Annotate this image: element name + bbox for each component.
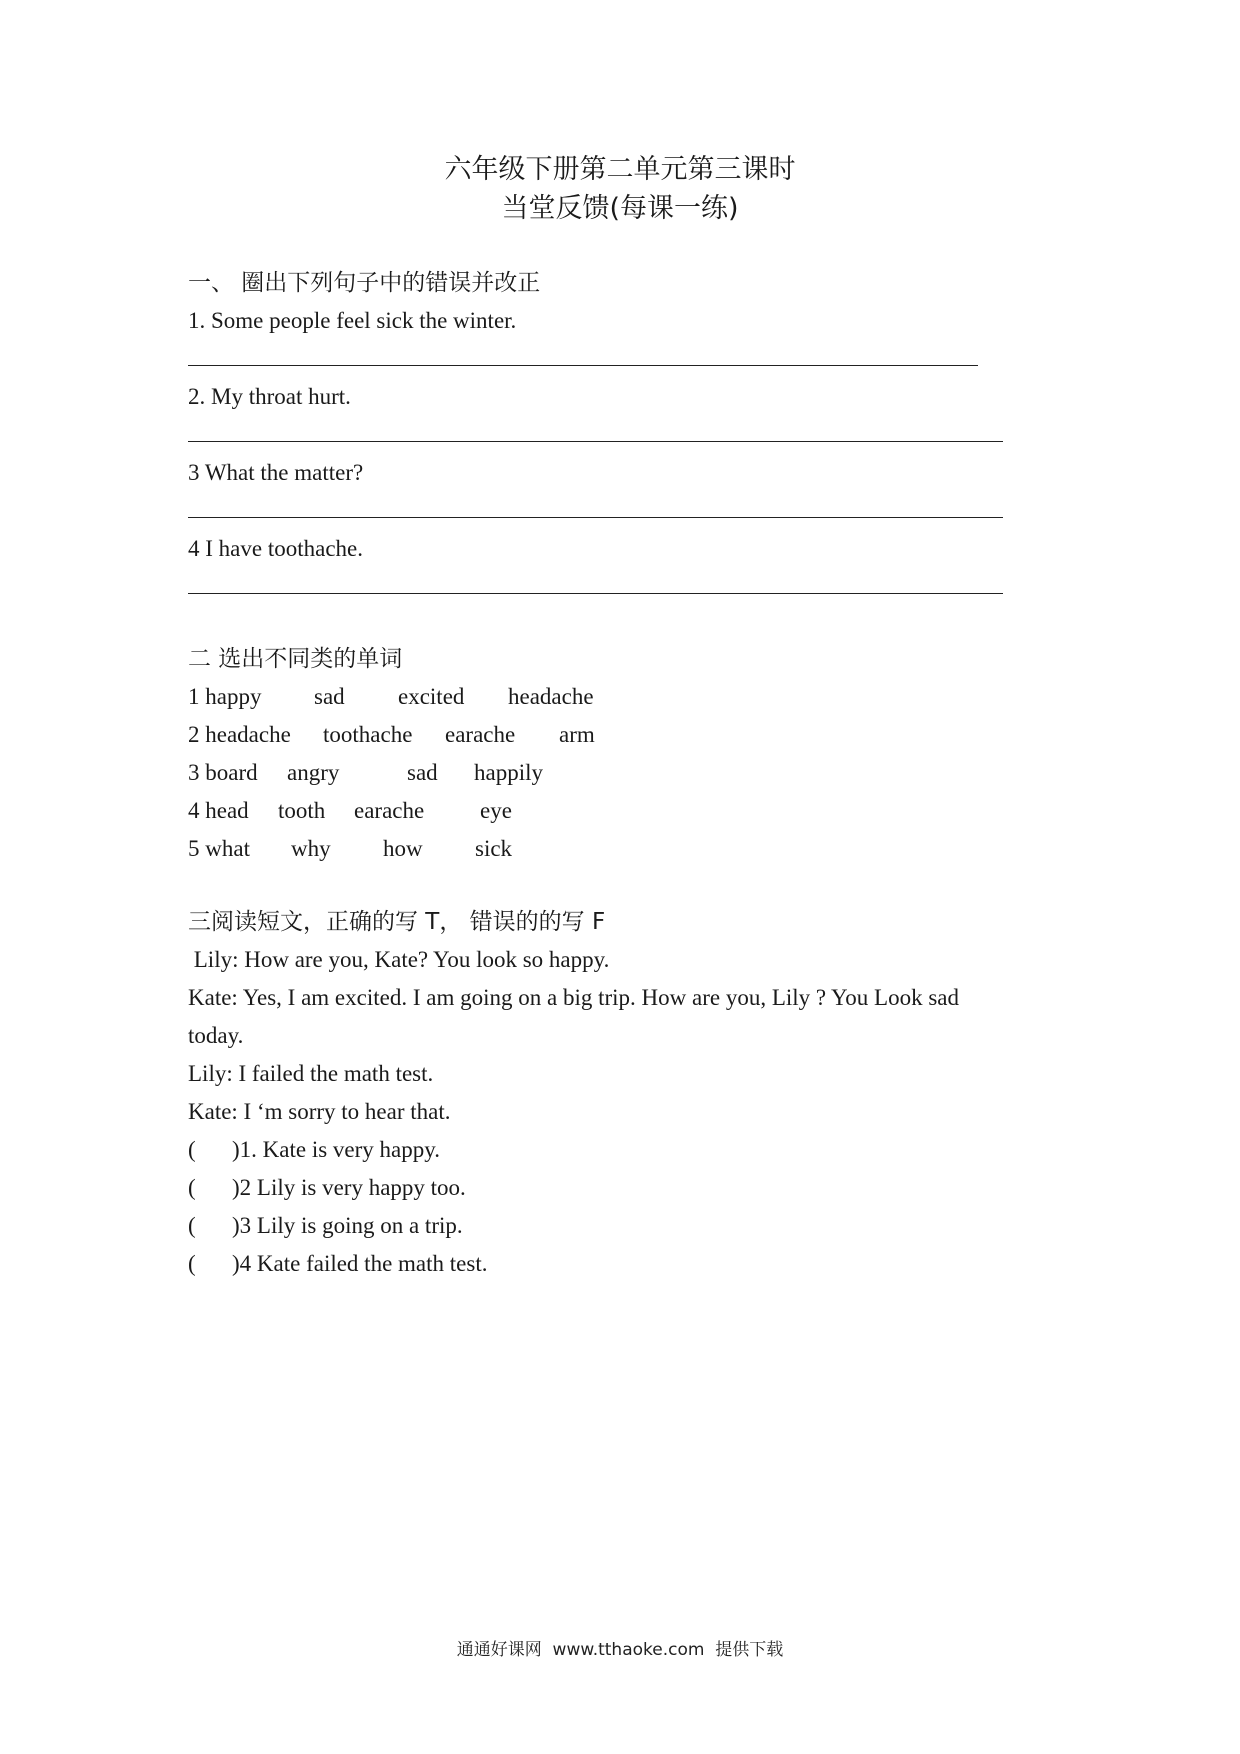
word: how [383,836,423,861]
section-odd-one-out [188,640,1048,868]
sentence-1: 1. Some people feel sick the winter. [188,308,517,333]
dialogue-line: Lily: How are you, Kate? You look so happy. [188,947,610,972]
question-text: )1. Kate is very happy. [232,1137,440,1162]
tf-question [188,1245,1048,1283]
word: 3 board [188,760,258,785]
answer-line-3 [188,492,1048,530]
word-row [188,830,1048,868]
sentence-4: 4 I have toothache. [188,536,363,561]
word: excited [398,684,465,709]
word: angry [287,760,340,785]
word: sad [314,684,345,709]
word: earache [354,798,425,823]
word: tooth [278,798,326,823]
answer-paren: ( [188,1213,196,1238]
word: earache [445,722,516,747]
section1-heading: 一、 圈出下列句子中的错误并改正 [188,270,541,296]
worksheet-subtitle: 当堂反馈(每课一练) [501,193,739,224]
word: sad [407,760,438,785]
word: happily [474,760,543,785]
answer-line-2 [188,416,1048,454]
answer-paren: ( [188,1175,196,1200]
worksheet-title: 六年级下册第二单元第三课时 [444,154,796,185]
tf-question [188,1169,1048,1207]
answer-paren: ( [188,1251,196,1276]
word-row [188,792,1048,830]
word: 4 head [188,798,249,823]
word: 5 what [188,836,250,861]
word: sick [475,836,513,861]
tf-question [188,1131,1048,1169]
question-text: )2 Lily is very happy too. [232,1175,466,1200]
dialogue-line: Kate: I ‘m sorry to hear that. [188,1099,451,1124]
section-reading [188,903,1048,1283]
section-error-correction [188,264,1048,606]
answer-line-1 [188,340,1048,378]
answer-paren: ( [188,1137,196,1162]
section3-heading: 三阅读短文，正确的写 T， 错误的的写 F [188,909,606,935]
word: 1 happy [188,684,262,709]
sentence-3: 3 What the matter? [188,460,364,485]
dialogue-line: Kate: Yes, I am excited. I am going on a big trip. How are you, Lily ? You Look sad [188,985,960,1010]
word-row [188,716,1048,754]
footer-source: 通通好课网 www.tthaoke.com 提供下载 [456,1640,784,1660]
word: why [291,836,331,861]
dialogue-line: today. [188,1023,244,1048]
tf-question [188,1207,1048,1245]
question-text: )4 Kate failed the math test. [232,1251,488,1276]
word-row [188,754,1048,792]
dialogue-line: Lily: I failed the math test. [188,1061,434,1086]
section2-heading: 二 选出不同类的单词 [188,646,403,672]
answer-line-4 [188,568,1048,606]
question-text: )3 Lily is going on a trip. [232,1213,463,1238]
word-row [188,678,1048,716]
word: toothache [323,722,413,747]
word: eye [480,798,512,823]
sentence-2: 2. My throat hurt. [188,384,351,409]
word: 2 headache [188,722,291,747]
word: headache [508,684,594,709]
word: arm [559,722,595,747]
